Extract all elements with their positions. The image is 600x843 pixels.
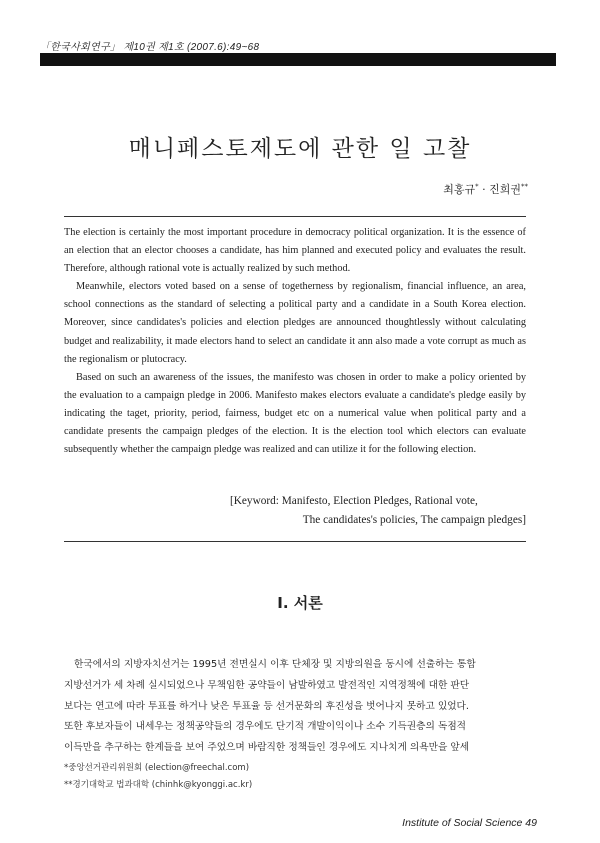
- footnote-1: *중앙선거관리위원회 (election@freechal.com): [64, 763, 250, 773]
- author-line: [443, 181, 528, 197]
- author-separator: ·: [478, 183, 490, 196]
- author-1: 최홍규: [443, 183, 476, 196]
- footnotes: [64, 760, 530, 794]
- body-line: 보다는 연고에 따라 투표를 하거나 낮은 투표율 등 선거문화의 후진성을 벗어나지 못하고 있었다.: [64, 700, 469, 712]
- author-2: 진희권: [489, 183, 521, 196]
- abstract-paragraph-1: The election is certainly the most important procedure in democracy political organization. It is the essence of an election that an elector chooses a candidate, has him planned and executed policy and evaluates the result. Therefore, although rational vote is actually realized by such method.: [64, 227, 526, 275]
- footnote-2: **경기대학교 법과대학 (chinhk@kyonggi.ac.kr): [64, 780, 253, 790]
- abstract-top-rule: [64, 216, 526, 217]
- author-2-mark: **: [521, 182, 528, 191]
- body-line: 이득만을 추구하는 한계들을 보여 주었으며 바람직한 정책들인 경우에도 지나치게 의욕만을 앞세: [64, 742, 470, 754]
- body-line: 또한 후보자들이 내세우는 정책공약들의 경우에도 단기적 개발이익이나 소수 기득권층의 독점적: [64, 721, 467, 733]
- keywords: [230, 492, 530, 530]
- header-bar: [40, 53, 556, 66]
- body-line: 지방선거가 세 차례 실시되었으나 무책임한 공약들이 남발하였고 발전적인 지역정책에 대한 판단: [64, 679, 470, 691]
- journal-header: 「한국사회연구」 제10권 제1호 (2007.6):49~68: [40, 42, 260, 53]
- keywords-line-2: The candidates's policies, The campaign pledges]: [302, 514, 526, 526]
- paper-title: 매니페스토제도에 관한 일 고찰: [128, 136, 472, 162]
- section-heading: Ⅰ. 서론: [277, 594, 323, 612]
- abstract-paragraph-2: Meanwhile, electors voted based on a sense of togetherness by regionalism, financial influence, an area, school connections as the standard of selecting a political party and a candidate in a South Korea election. Moreover, since candidates's policies and election pledges are announced thoughtlessly without calculating budget and realizability, it made electors hand to select an candidate it ann also made a vote corrupt as much as the regionalism or plutocracy.: [64, 281, 526, 365]
- author-1-mark: *: [475, 182, 479, 191]
- body-line: 한국에서의 지방자치선거는 1995년 전면실시 이후 단체장 및 지방의원을 동시에 선출하는 통합: [74, 659, 476, 670]
- page-footer: Institute of Social Science 49: [402, 817, 537, 829]
- keywords-line-1: [Keyword: Manifesto, Election Pledges, Rational vote,: [230, 495, 478, 507]
- abstract: [64, 224, 526, 459]
- abstract-paragraph-3: Based on such an awareness of the issues, the manifesto was chosen in order to make a policy oriented by the evaluation to a campaign pledge in 2006. Manifesto makes electors evaluate a candidate's pledge easily by indicating the taget, priority, period, fairness, budget etc on a numerical value when political party and a candidate presents the campaign pledges of the election. It is the election tool which electors can evaluate subsequently whether the campaign pledge was realized and can utilize it for the following election.: [64, 371, 526, 456]
- body-text: [64, 655, 530, 759]
- abstract-bottom-rule: [64, 541, 526, 542]
